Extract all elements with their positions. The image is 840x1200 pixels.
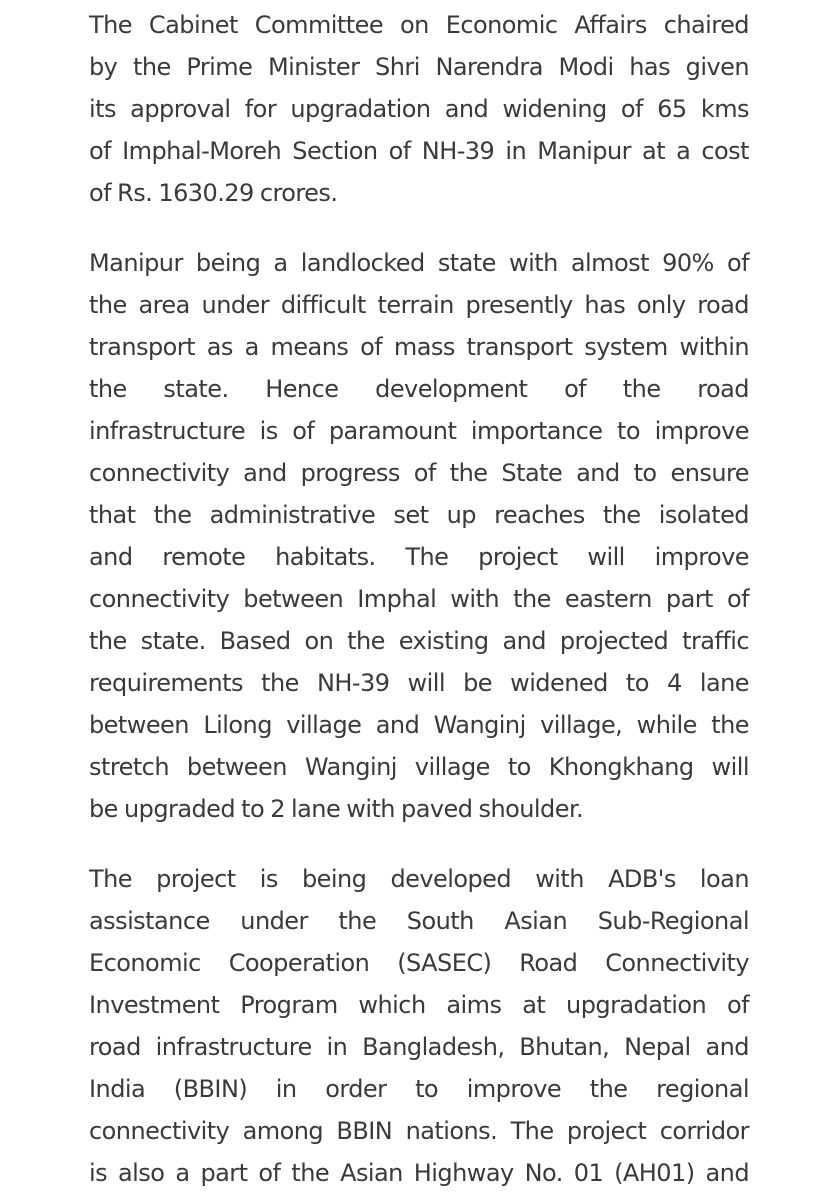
text-line: is also a part of the Asian Highway No. 01 (AH01) and — [89, 1159, 749, 1187]
text-line: and remote habitats. The project will improve — [89, 543, 749, 571]
text-line: India (BBIN) in order to improve the regional — [89, 1075, 749, 1103]
text-line: by the Prime Minister Shri Narendra Modi has given — [89, 53, 749, 81]
text-line: connectivity between Imphal with the eastern part of — [89, 585, 749, 613]
text-line: the area under difficult terrain presently has only road — [89, 291, 749, 319]
text-line: that the administrative set up reaches the isolated — [89, 501, 749, 529]
text-line: Investment Program which aims at upgradation of — [89, 991, 749, 1019]
text-line: of Rs. 1630.29 crores. — [89, 179, 338, 207]
paragraph-adb-loan — [89, 858, 749, 1194]
text-line: be upgraded to 2 lane with paved shoulder. — [89, 795, 584, 823]
text-line: assistance under the South Asian Sub-Regional — [89, 907, 749, 935]
text-line: Economic Cooperation (SASEC) Road Connectivity — [89, 949, 749, 977]
text-line: requirements the NH-39 will be widened to 4 lane — [89, 669, 749, 697]
text-line: the state. Based on the existing and projected traffic — [89, 627, 749, 655]
text-line: its approval for upgradation and widening of 65 kms — [89, 95, 749, 123]
paragraph-cabinet-approval — [89, 4, 749, 214]
text-line: between Lilong village and Wanginj village, while the — [89, 711, 749, 739]
text-line: connectivity and progress of the State and to ensure — [89, 459, 749, 487]
text-line: infrastructure is of paramount importance to improve — [89, 417, 749, 445]
text-line: transport as a means of mass transport system within — [89, 333, 749, 361]
text-line: stretch between Wanginj village to Khongkhang will — [89, 753, 749, 781]
paragraph-manipur-connectivity — [89, 242, 749, 830]
text-line: road infrastructure in Bangladesh, Bhutan, Nepal and — [89, 1033, 749, 1061]
text-line: The project is being developed with ADB's loan — [89, 865, 749, 893]
text-line: The Cabinet Committee on Economic Affairs chaired — [89, 11, 749, 39]
text-line: connectivity among BBIN nations. The project corridor — [89, 1117, 749, 1145]
text-line: of Imphal-Moreh Section of NH-39 in Manipur at a cost — [89, 137, 749, 165]
text-line: Manipur being a landlocked state with almost 90% of — [89, 249, 749, 277]
text-line: the state. Hence development of the road — [89, 375, 749, 403]
